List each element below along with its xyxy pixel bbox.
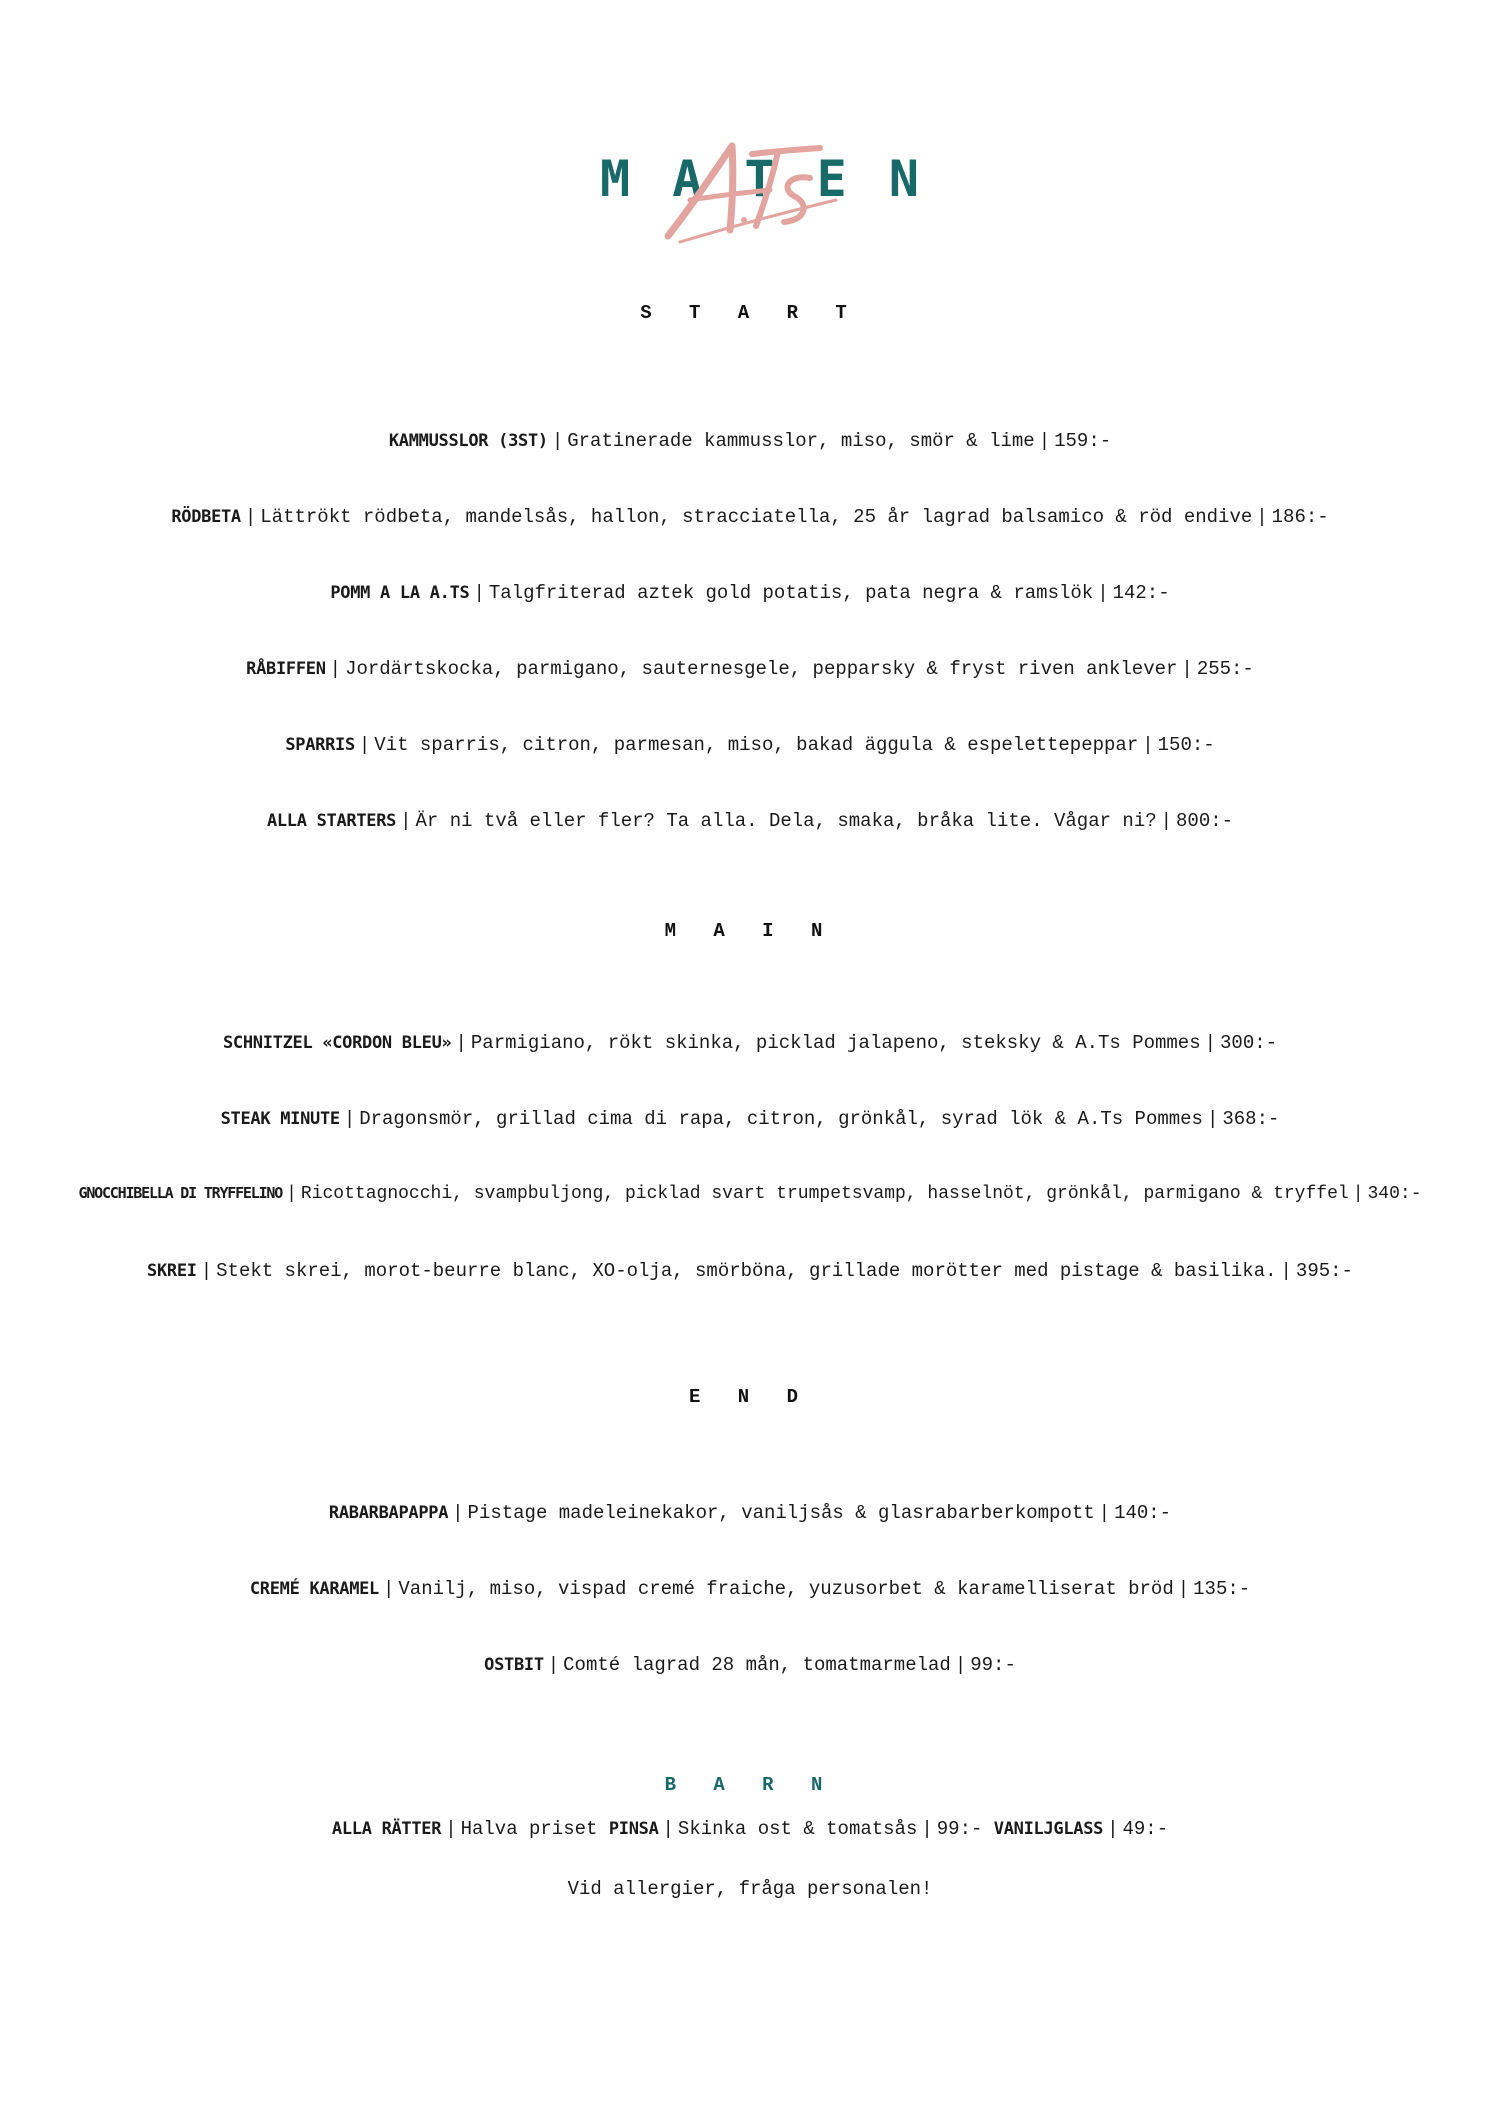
item-name: STEAK MINUTE [220,1109,340,1129]
item-price: 135:- [1193,1578,1251,1600]
item-desc: Stekt skrei, morot-beurre blanc, XO-olja, smörböna, grillade morötter med pistage & basilika. [216,1260,1277,1282]
item-name: GNOCCHIBELLA DI TRYFFELINO [78,1184,283,1202]
menu-item: STEAK MINUTE | Dragonsmör, grillad cima di rapa, citron, grönkål, syrad lök & A.Ts Pommes | 368:- [220,1108,1280,1130]
item-price: 140:- [1114,1502,1172,1524]
item-desc: Talgfriterad aztek gold potatis, pata negra & ramslök [488,582,1094,604]
barn-alla-desc: Halva priset [460,1818,598,1840]
barn-alla-name: ALLA RÄTTER [331,1819,442,1839]
item-price: 255:- [1196,658,1254,680]
menu-item: POMM A LA A.TS | Talgfriterad aztek gold potatis, pata negra & ramslök | 142:- [330,582,1170,604]
menu-item: SPARRIS | Vit sparris, citron, parmesan, miso, bakad äggula & espelettepeppar | 150:- [285,734,1215,756]
item-name: RÖDBETA [171,507,241,527]
item-name: CREMÉ KARAMEL [249,1579,379,1599]
item-name: SCHNITZEL «CORDON BLEU» [222,1033,452,1053]
item-desc: Vit sparris, citron, parmesan, miso, bakad äggula & espelettepeppar [374,734,1139,756]
item-price: 186:- [1271,506,1329,528]
menu-item: RABARBAPAPPA | Pistage madeleinekakor, vaniljsås & glasrabarberkompott | 140:- [328,1502,1172,1524]
section-heading-main: M A I N [664,920,836,942]
logo-script-mark [660,138,840,248]
logo [600,138,925,248]
item-price: 395:- [1295,1260,1353,1282]
item-desc: Dragonsmör, grillad cima di rapa, citron, grönkål, syrad lök & A.Ts Pommes [359,1108,1203,1130]
section-heading-barn: B A R N [664,1774,836,1796]
item-desc: Pistage madeleinekakor, vaniljsås & glasrabarberkompott [467,1502,1095,1524]
menu-item: GNOCCHIBELLA DI TRYFFELINO | Ricottagnocchi, svampbuljong, picklad svart trumpetsvamp, hasselnöt, grönkål, parmigano & tryffel | 340:- [78,1184,1422,1204]
item-name: ALLA STARTERS [266,811,397,831]
item-desc: Vanilj, miso, vispad cremé fraiche, yuzusorbet & karamelliserat bröd [398,1578,1174,1600]
item-price: 300:- [1220,1032,1278,1054]
item-name: OSTBIT [484,1655,544,1675]
item-name: RABARBAPAPPA [328,1503,449,1523]
item-price: 99:- [970,1654,1016,1676]
item-price: 150:- [1157,734,1215,756]
menu-item: SKREI | Stekt skrei, morot-beurre blanc, XO-olja, smörböna, grillade morötter med pistage & basilika. | 395:- [147,1260,1353,1282]
item-price: 800:- [1176,810,1234,832]
item-price: 368:- [1222,1108,1280,1130]
item-price: 142:- [1112,582,1170,604]
barn-glass-name: VANILJGLASS [993,1819,1104,1839]
barn-glass-price: 49:- [1122,1818,1169,1840]
menu-item: SCHNITZEL «CORDON BLEU» | Parmigiano, rökt skinka, picklad jalapeno, steksky & A.Ts Pommes | 300:- [222,1032,1278,1054]
item-desc: Lättrökt rödbeta, mandelsås, hallon, stracciatella, 25 år lagrad balsamico & röd endive [260,506,1253,528]
item-desc: Är ni två eller fler? Ta alla. Dela, smaka, bråka lite. Vågar ni? [415,810,1157,832]
barn-pinsa-price: 99:- [936,1818,983,1840]
section-heading-end: E N D [688,1386,811,1408]
barn-pinsa-name: PINSA [608,1819,659,1839]
menu-item: OSTBIT | Comté lagrad 28 mån, tomatmarmelad | 99:- [484,1654,1016,1676]
item-desc: Jordärtskocka, parmigano, sauternesgele, pepparsky & fryst riven anklever [345,658,1178,680]
item-desc: Gratinerade kammusslor, miso, smör & lime [567,430,1035,452]
menu-item: CREMÉ KARAMEL | Vanilj, miso, vispad cremé fraiche, yuzusorbet & karamelliserat bröd | 135:- [249,1578,1251,1600]
allergy-note: Vid allergier, fråga personalen! [567,1878,933,1900]
menu-item: ALLA STARTERS | Är ni två eller fler? Ta alla. Dela, smaka, bråka lite. Vågar ni? | 800:- [266,810,1234,832]
item-desc: Parmigiano, rökt skinka, picklad jalapeno, steksky & A.Ts Pommes [470,1032,1201,1054]
item-name: POMM A LA A.TS [330,583,470,603]
barn-line: ALLA RÄTTER | Halva priset PINSA | Skinka ost & tomatsås | 99:- VANILJGLASS | 49:- [331,1818,1169,1840]
item-price: 159:- [1054,430,1112,452]
barn-pinsa-desc: Skinka ost & tomatsås [677,1818,918,1840]
menu-item: RÅBIFFEN | Jordärtskocka, parmigano, sauternesgele, pepparsky & fryst riven anklever | 255:- [246,658,1254,680]
item-desc: Comté lagrad 28 mån, tomatmarmelad [563,1654,951,1676]
item-price: 340:- [1367,1184,1422,1204]
item-name: KAMMUSSLOR (3ST) [388,431,548,451]
item-name: SPARRIS [285,735,355,755]
logo-text: M A T E N [600,150,925,208]
menu-item: RÖDBETA | Lättrökt rödbeta, mandelsås, hallon, stracciatella, 25 år lagrad balsamico & röd endive | 186:- [171,506,1329,528]
item-desc: Ricottagnocchi, svampbuljong, picklad svart trumpetsvamp, hasselnöt, grönkål, parmigano & tryffel [300,1184,1349,1204]
item-name: SKREI [147,1261,197,1281]
section-heading-start: S T A R T [640,302,860,324]
item-name: RÅBIFFEN [246,659,326,679]
menu-item: KAMMUSSLOR (3ST) | Gratinerade kammusslor, miso, smör & lime | 159:- [388,430,1112,452]
